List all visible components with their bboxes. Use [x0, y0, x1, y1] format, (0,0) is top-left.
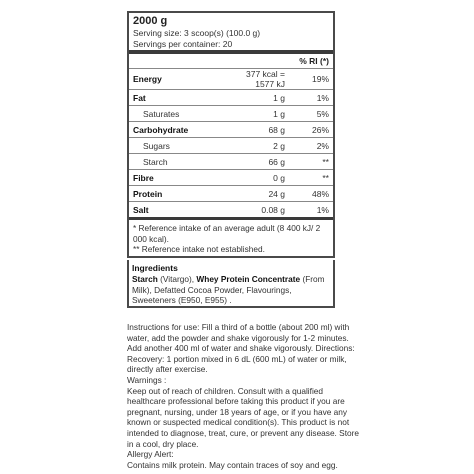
servings-per-container: Servings per container: 20	[133, 39, 233, 49]
warnings-text: Keep out of reach of children. Consult with a qualified healthcare professional before taking this product if you are pregnant, nursing, under 18 years of age, or if you have any known or suspected medical condition(s). This product is not intended to diagnose, treat, cure, or prevent any disease. Store in a cool, dry place.	[127, 385, 359, 449]
package-size: 2000 g	[133, 15, 168, 27]
table-row-fibre: Fibre 0 g **	[129, 170, 333, 186]
instructions-text: Instructions for use: Fill a third of a bottle (about 200 ml) with water, add the powder and shake vigorously for 1-2 minutes. Add another 400 ml of water and shake vigorously. Directions: Recovery: 1 portion mixed in 6 dL (600 mL) of water or milk, directly after exercise.	[127, 322, 355, 375]
ri-header: % RI (*)	[289, 54, 333, 69]
table-row-energy: Energy 377 kcal = 1577 kJ 19%	[129, 69, 333, 90]
table-row-saturates: Saturates 1 g 5%	[129, 106, 333, 122]
instructions-block	[127, 322, 359, 470]
allergy-text: Contains milk protein. May contain traces of soy and egg.	[127, 459, 338, 470]
warnings-title: Warnings :	[127, 374, 167, 385]
ingredients-text: Starch (Vitargo), Whey Protein Concentrate (From Milk), Defatted Cocoa Powder, Flavourings, Sweeteners (E950, E955) .	[132, 274, 325, 305]
nutrition-facts-panel	[127, 11, 335, 258]
table-row-fat: Fat 1 g 1%	[129, 90, 333, 106]
serving-size: Serving size: 3 scoop(s) (100.0 g)	[133, 28, 261, 38]
table-row-salt: Salt 0.08 g 1%	[129, 202, 333, 219]
footnotes	[129, 220, 333, 255]
table-row-protein: Protein 24 g 48%	[129, 186, 333, 202]
table-row-sugars: Sugars 2 g 2%	[129, 138, 333, 154]
ingredients-panel	[127, 260, 335, 308]
ingredients-title: Ingredients	[132, 263, 178, 273]
ref-intake-note: * Reference intake of an average adult (8 400 kJ/ 2 000 kcal).	[133, 223, 321, 244]
not-established-note: ** Reference intake not established.	[133, 244, 265, 254]
table-row-carbohydrate: Carbohydrate 68 g 26%	[129, 122, 333, 138]
nutrition-table	[129, 54, 333, 220]
table-row-starch: Starch 66 g **	[129, 154, 333, 170]
panel-header	[129, 13, 333, 50]
allergy-title: Allergy Alert:	[127, 449, 174, 460]
table-header-row	[129, 54, 333, 69]
